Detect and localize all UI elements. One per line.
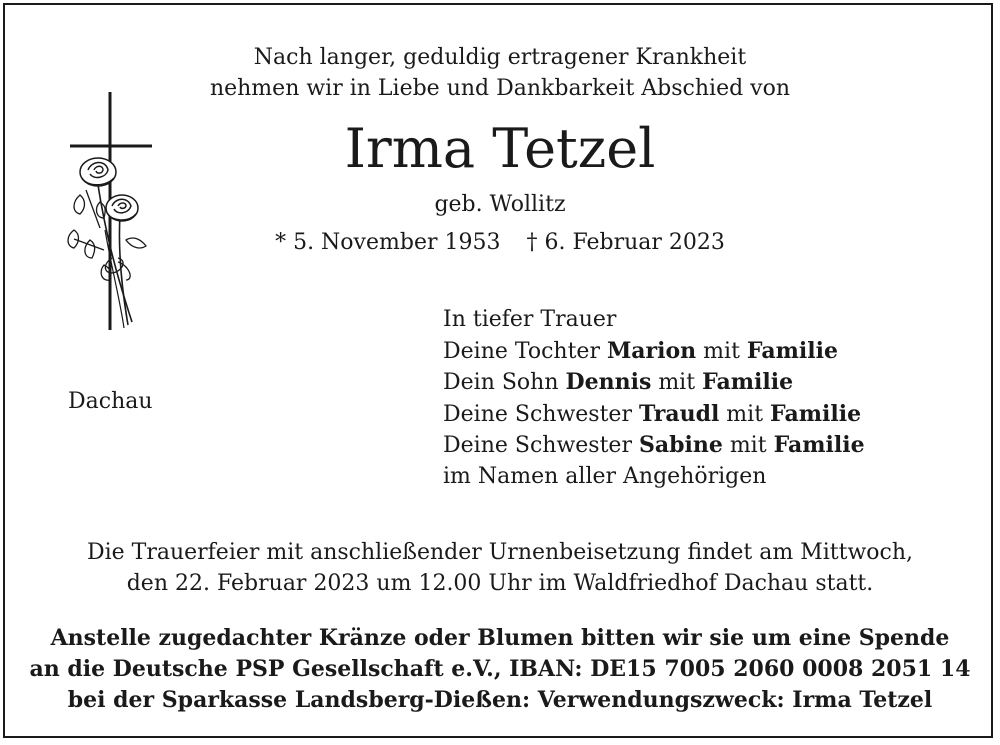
mourner-family: Familie [702,369,794,395]
donation-line: an die Deutsche PSP Gesellschaft e.V., IBAN: DE15 7005 2060 0008 2051 14 [29,656,971,682]
intro-line: nehmen wir in Liebe und Dankbarkeit Abschied von [209,76,791,101]
mourner-line [443,399,865,431]
mourner-connector: mit [722,433,774,458]
mourner-relation: Deine Schwester [443,433,639,458]
mourner-family: Familie [746,337,838,364]
donation-info [0,623,1000,716]
mourner-connector: mit [651,370,703,395]
mourner-line [443,430,865,462]
birth-name: geb. Wollitz [434,192,566,217]
mourners-closing: im Namen aller Angehörigen [443,463,767,489]
mourner-connector: mit [696,338,747,364]
ceremony-line: Die Trauerfeier mit anschließender Urnenbeisetzung findet am Mittwoch, [86,540,914,565]
mourner-line [443,367,865,399]
mourner-name: Marion [606,337,697,364]
mourner-family: Familie [770,400,862,427]
mourner-relation: Deine Tochter [443,338,607,364]
birth-date: * 5. November 1953 [275,230,501,255]
donation-line: Anstelle zugedachter Kränze oder Blumen bitten wir sie um eine Spende [50,625,950,651]
mourner-line [443,336,865,368]
deceased-name: Irma Tetzel [344,117,656,180]
mourners-intro: In tiefer Trauer [443,307,617,332]
mourner-name: Traudl [638,400,720,427]
death-date: † 6. Februar 2023 [526,230,725,255]
ceremony-info [0,537,1000,599]
mourners-list [443,305,865,492]
mourner-name: Dennis [565,369,652,395]
cross-with-roses-icon [60,90,160,335]
place-of-residence: Dachau [68,389,153,414]
mourner-name: Sabine [638,432,723,458]
mourner-family: Familie [773,432,865,458]
mourner-relation: Deine Schwester [443,401,639,427]
mourner-connector: mit [719,401,771,427]
intro-line: Nach langer, geduldig ertragener Krankheit [253,45,747,70]
donation-line: bei der Sparkasse Landsberg-Dießen: Verwendungszweck: Irma Tetzel [67,687,933,713]
mourner-relation: Dein Sohn [443,370,566,395]
ceremony-line: den 22. Februar 2023 um 12.00 Uhr im Waldfriedhof Dachau statt. [126,571,874,596]
